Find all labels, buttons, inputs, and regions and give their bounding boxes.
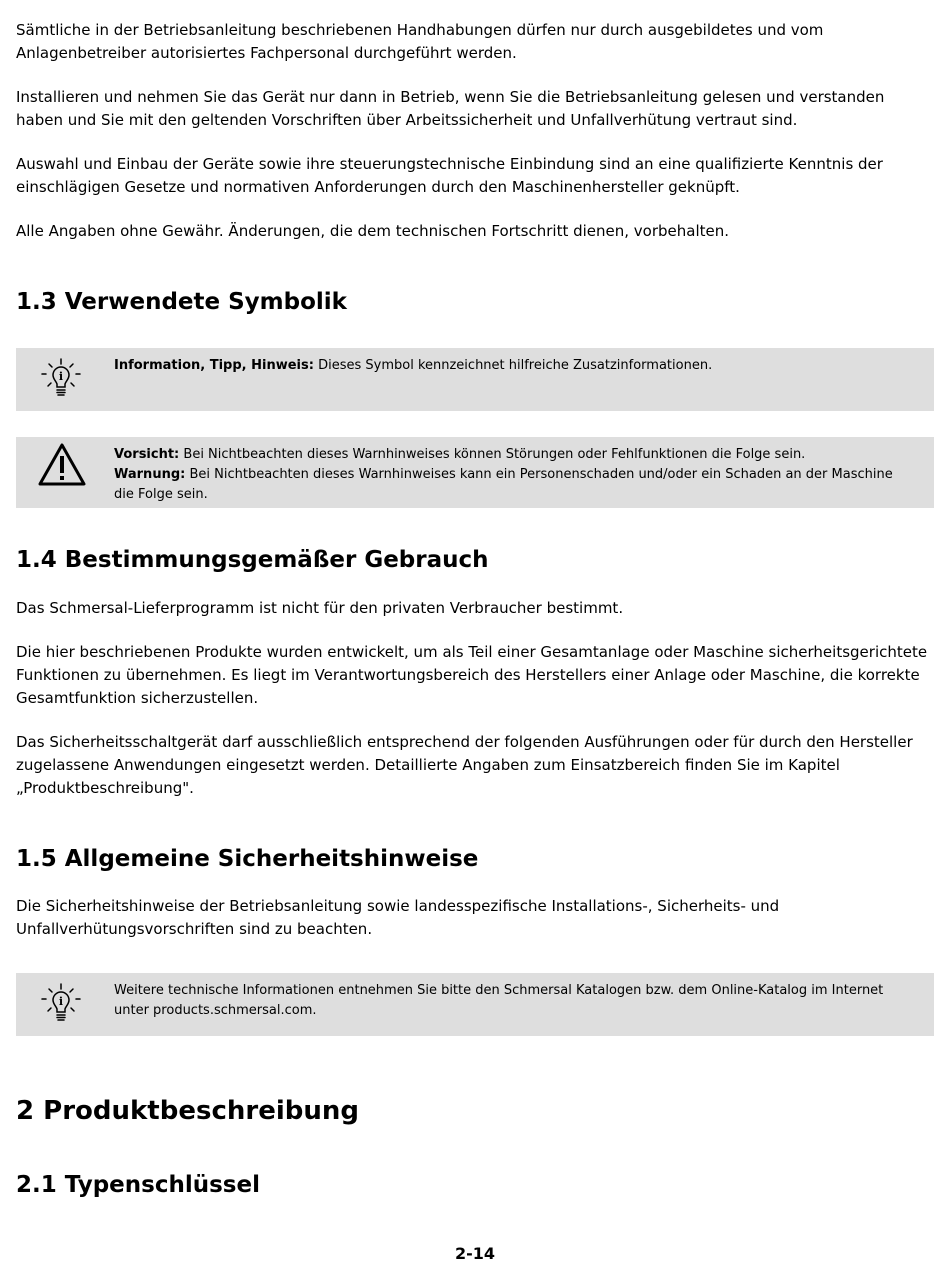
- info-note-box: [16, 348, 934, 411]
- section-heading-1-4: 1.4 Bestimmungsgemäßer Gebrauch: [16, 547, 489, 573]
- lightbulb-info-icon: [38, 356, 84, 402]
- info-note-text: [114, 356, 914, 376]
- info-note-description: Dieses Symbol kennzeichnet hilfreiche Zusatzinformationen.: [313, 358, 713, 373]
- s14-paragraph-2: Die hier beschriebenen Produkte wurden entwickelt, um als Teil einer Gesamtanlage oder Maschine sicherheitsgerichtete Funktionen zu übernehmen. Es liegt im Verantwortungsbereich des Herstellers einer Anlage oder Maschine, die korrekte Gesamtfunktion sicherzustellen.: [16, 643, 928, 707]
- warning-label: Warnung:: [114, 467, 186, 482]
- warning-note-box: [16, 437, 934, 508]
- s14-paragraph-1: Das Schmersal-Lieferprogramm ist nicht für den privaten Verbraucher bestimmt.: [16, 599, 624, 617]
- warning-description: Bei Nichtbeachten dieses Warnhinweises kann ein Personenschaden und/oder ein Schaden an der Maschine die Folge sein.: [114, 467, 893, 502]
- intro-paragraph-3: Auswahl und Einbau der Geräte sowie ihre steuerungstechnische Einbindung sind an eine qualifizierte Kenntnis der einschlägigen Gesetze und normativen Anforderungen durch den Maschinenhersteller geknüpft.: [16, 155, 883, 196]
- section-heading-1-3: 1.3 Verwendete Symbolik: [16, 289, 347, 315]
- svg-text:i: i: [58, 995, 64, 1008]
- intro-paragraph-1: Sämtliche in der Betriebsanleitung beschriebenen Handhabungen dürfen nur durch ausgebildetes und vom Anlagenbetreiber autorisiertes Fachpersonal durchgeführt werden.: [16, 21, 824, 62]
- section-heading-1-5: 1.5 Allgemeine Sicherheitshinweise: [16, 846, 479, 872]
- caution-line: [114, 445, 914, 465]
- intro-paragraph-4: Alle Angaben ohne Gewähr. Änderungen, die dem technischen Fortschritt dienen, vorbehalten.: [16, 222, 730, 240]
- warning-line: [114, 465, 914, 505]
- catalog-note-text: Weitere technische Informationen entnehmen Sie bitte den Schmersal Katalogen bzw. dem Online-Katalog im Internet unter products.schmersal.com.: [114, 983, 884, 1018]
- section-heading-2-1: 2.1 Typenschlüssel: [16, 1172, 260, 1198]
- s14-paragraph-3: Das Sicherheitsschaltgerät darf ausschließlich entsprechend der folgenden Ausführungen oder für durch den Hersteller zugelassene Anwendungen eingesetzt werden. Detaillierte Angaben zum Einsatzbereich finden Sie im Kapitel „Produktbeschreibung".: [16, 733, 913, 797]
- svg-text:i: i: [58, 370, 64, 383]
- catalog-note-box: [16, 973, 934, 1036]
- s15-paragraph-1: Die Sicherheitshinweise der Betriebsanleitung sowie landesspezifische Installations-, Sicherheits- und Unfallverhütungsvorschriften sind zu beachten.: [16, 897, 780, 938]
- caution-description: Bei Nichtbeachten dieses Warnhinweises können Störungen oder Fehlfunktionen die Folge sein.: [179, 447, 806, 462]
- intro-paragraph-2: Installieren und nehmen Sie das Gerät nur dann in Betrieb, wenn Sie die Betriebsanleitung gelesen und verstanden haben und Sie mit den geltenden Vorschriften über Arbeitssicherheit und Unfallverhütung vertraut sind.: [16, 88, 885, 129]
- info-note-label: Information, Tipp, Hinweis:: [114, 358, 314, 373]
- lightbulb-info-icon: [38, 981, 84, 1027]
- warning-note-text: [114, 445, 914, 505]
- caution-label: Vorsicht:: [114, 447, 180, 462]
- page-number: 2-14: [454, 1244, 496, 1263]
- warning-triangle-icon: [36, 441, 88, 489]
- chapter-heading-2: 2 Produktbeschreibung: [16, 1096, 359, 1126]
